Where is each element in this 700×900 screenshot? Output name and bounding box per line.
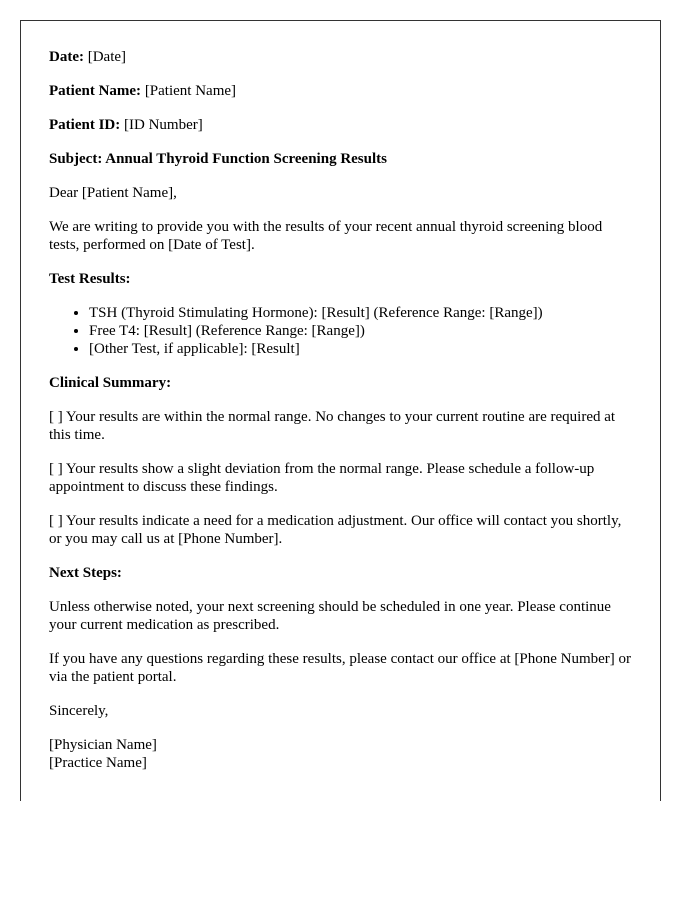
patient-name-line bbox=[49, 82, 632, 100]
patient-name-value: [Patient Name] bbox=[144, 83, 237, 99]
practice-name: [Practice Name] bbox=[49, 755, 147, 771]
patient-name-label: Patient Name: bbox=[49, 83, 142, 99]
next-steps-heading: Next Steps: bbox=[49, 565, 122, 581]
physician-name: [Physician Name] bbox=[49, 737, 157, 753]
date-label: Date: bbox=[49, 49, 84, 65]
closing: Sincerely, bbox=[49, 703, 109, 719]
list-item: • [Other Test, if applicable]: [Result] bbox=[89, 340, 632, 358]
test-results-heading: Test Results: bbox=[49, 271, 131, 287]
summary-option-adjustment: [ ] Your results indicate a need for a medication adjustment. Our office will contact you shortly, or you may call us at [Phone Number]. bbox=[49, 513, 622, 547]
list-item: • Free T4: [Result] (Reference Range: [Range]) bbox=[89, 322, 632, 340]
subject-line: Subject: Annual Thyroid Function Screening Results bbox=[49, 151, 387, 167]
patient-id-value: [ID Number] bbox=[124, 117, 203, 133]
list-item: • TSH (Thyroid Stimulating Hormone): [Result] (Reference Range: [Range]) bbox=[89, 304, 632, 322]
date-value: [Date] bbox=[87, 49, 127, 65]
patient-id-line bbox=[49, 116, 632, 134]
clinical-summary-heading: Clinical Summary: bbox=[49, 375, 172, 391]
test-results-list bbox=[49, 304, 632, 358]
summary-option-normal: [ ] Your results are within the normal range. No changes to your current routine are required at this time. bbox=[49, 409, 616, 443]
summary-option-deviation: [ ] Your results show a slight deviation from the normal range. Please schedule a follow-up appointment to discuss these findings. bbox=[49, 461, 595, 495]
letter-document bbox=[20, 20, 661, 801]
greeting: Dear [Patient Name], bbox=[49, 185, 177, 201]
date-line bbox=[49, 48, 632, 66]
signature-block bbox=[49, 736, 632, 772]
patient-id-label: Patient ID: bbox=[49, 117, 121, 133]
next-steps-paragraph: Unless otherwise noted, your next screening should be scheduled in one year. Please continue your current medication as prescribed. bbox=[49, 599, 611, 633]
intro-paragraph: We are writing to provide you with the results of your recent annual thyroid screening blood tests, performed on [Date of Test]. bbox=[49, 219, 603, 253]
contact-paragraph: If you have any questions regarding these results, please contact our office at [Phone Number] or via the patient portal. bbox=[49, 651, 632, 685]
